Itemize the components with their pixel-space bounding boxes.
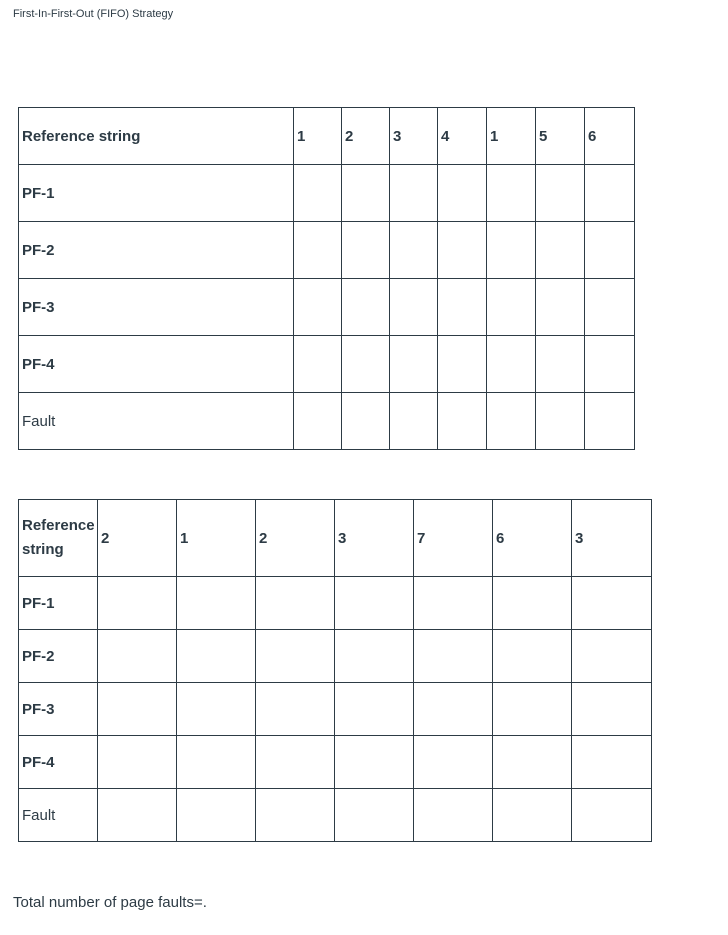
- fault-cell[interactable]: [390, 393, 438, 450]
- fault-cell[interactable]: [335, 789, 414, 842]
- frame-cell[interactable]: [414, 736, 493, 789]
- fault-cell[interactable]: [572, 789, 652, 842]
- frame-cell[interactable]: [256, 736, 335, 789]
- frame-cell[interactable]: [390, 279, 438, 336]
- total-page-faults-text: Total number of page faults=.: [13, 894, 207, 911]
- frame-cell[interactable]: [493, 736, 572, 789]
- frame-cell[interactable]: [256, 630, 335, 683]
- frame-cell[interactable]: [342, 336, 390, 393]
- frame-cell[interactable]: [177, 736, 256, 789]
- frame-cell[interactable]: [487, 222, 536, 279]
- frame-cell[interactable]: [342, 279, 390, 336]
- frame-cell[interactable]: [536, 222, 585, 279]
- frame-cell[interactable]: [335, 630, 414, 683]
- frame-cell[interactable]: [335, 736, 414, 789]
- reference-value: 3: [390, 108, 438, 165]
- row-label: PF-4: [19, 736, 98, 789]
- frame-cell[interactable]: [536, 165, 585, 222]
- reference-value: 1: [487, 108, 536, 165]
- row-label: PF-4: [19, 336, 294, 393]
- table-row: [19, 630, 652, 683]
- table-row: [19, 577, 652, 630]
- fault-cell[interactable]: [342, 393, 390, 450]
- frame-cell[interactable]: [177, 683, 256, 736]
- table-row: [19, 789, 652, 842]
- frame-cell[interactable]: [414, 630, 493, 683]
- row-label: PF-2: [19, 222, 294, 279]
- frame-cell[interactable]: [342, 222, 390, 279]
- reference-string-row: [19, 108, 635, 165]
- frame-cell[interactable]: [390, 222, 438, 279]
- fault-cell[interactable]: [536, 393, 585, 450]
- frame-cell[interactable]: [294, 279, 342, 336]
- frame-cell[interactable]: [585, 222, 635, 279]
- reference-value: 6: [493, 500, 572, 577]
- frame-cell[interactable]: [414, 683, 493, 736]
- reference-value: 1: [294, 108, 342, 165]
- reference-value: 1: [177, 500, 256, 577]
- fault-cell[interactable]: [256, 789, 335, 842]
- frame-cell[interactable]: [487, 279, 536, 336]
- frame-cell[interactable]: [572, 630, 652, 683]
- fault-cell[interactable]: [177, 789, 256, 842]
- reference-value: 2: [256, 500, 335, 577]
- fifo-table-1: [18, 107, 635, 450]
- fifo-table-2: [18, 499, 652, 842]
- fault-cell[interactable]: [98, 789, 177, 842]
- reference-value: 6: [585, 108, 635, 165]
- row-label: PF-2: [19, 630, 98, 683]
- frame-cell[interactable]: [487, 165, 536, 222]
- table-row: [19, 336, 635, 393]
- reference-value: 3: [572, 500, 652, 577]
- frame-cell[interactable]: [438, 336, 487, 393]
- fault-cell[interactable]: [294, 393, 342, 450]
- frame-cell[interactable]: [536, 279, 585, 336]
- reference-string-label: Reference string: [19, 108, 294, 165]
- frame-cell[interactable]: [335, 577, 414, 630]
- frame-cell[interactable]: [294, 336, 342, 393]
- frame-cell[interactable]: [177, 577, 256, 630]
- reference-value: 7: [414, 500, 493, 577]
- reference-string-label: Reference string: [19, 500, 98, 577]
- frame-cell[interactable]: [256, 577, 335, 630]
- frame-cell[interactable]: [572, 683, 652, 736]
- frame-cell[interactable]: [487, 336, 536, 393]
- frame-cell[interactable]: [585, 336, 635, 393]
- frame-cell[interactable]: [294, 222, 342, 279]
- frame-cell[interactable]: [493, 630, 572, 683]
- table-row: [19, 165, 635, 222]
- fault-cell[interactable]: [414, 789, 493, 842]
- frame-cell[interactable]: [438, 165, 487, 222]
- frame-cell[interactable]: [342, 165, 390, 222]
- frame-cell[interactable]: [177, 630, 256, 683]
- frame-cell[interactable]: [536, 336, 585, 393]
- row-label: PF-3: [19, 683, 98, 736]
- frame-cell[interactable]: [438, 279, 487, 336]
- frame-cell[interactable]: [98, 630, 177, 683]
- frame-cell[interactable]: [98, 736, 177, 789]
- reference-value: 3: [335, 500, 414, 577]
- fault-cell[interactable]: [487, 393, 536, 450]
- frame-cell[interactable]: [585, 279, 635, 336]
- reference-value: 2: [342, 108, 390, 165]
- table-row: [19, 393, 635, 450]
- page-title: First-In-First-Out (FIFO) Strategy: [13, 8, 174, 20]
- frame-cell[interactable]: [98, 577, 177, 630]
- reference-value: 2: [98, 500, 177, 577]
- frame-cell[interactable]: [438, 222, 487, 279]
- fault-label: Fault: [19, 789, 98, 842]
- frame-cell[interactable]: [294, 165, 342, 222]
- frame-cell[interactable]: [572, 577, 652, 630]
- table-row: [19, 683, 652, 736]
- table-row: [19, 222, 635, 279]
- row-label: PF-1: [19, 165, 294, 222]
- table-row: [19, 279, 635, 336]
- frame-cell[interactable]: [256, 683, 335, 736]
- frame-cell[interactable]: [390, 336, 438, 393]
- reference-value: 4: [438, 108, 487, 165]
- frame-cell[interactable]: [414, 577, 493, 630]
- row-label: PF-3: [19, 279, 294, 336]
- fault-cell[interactable]: [585, 393, 635, 450]
- reference-string-row: [19, 500, 652, 577]
- fault-cell[interactable]: [493, 789, 572, 842]
- reference-value: 5: [536, 108, 585, 165]
- frame-cell[interactable]: [493, 577, 572, 630]
- row-label: PF-1: [19, 577, 98, 630]
- frame-cell[interactable]: [493, 683, 572, 736]
- frame-cell[interactable]: [98, 683, 177, 736]
- fault-label: Fault: [19, 393, 294, 450]
- frame-cell[interactable]: [572, 736, 652, 789]
- frame-cell[interactable]: [335, 683, 414, 736]
- table-row: [19, 736, 652, 789]
- frame-cell[interactable]: [390, 165, 438, 222]
- fault-cell[interactable]: [438, 393, 487, 450]
- frame-cell[interactable]: [585, 165, 635, 222]
